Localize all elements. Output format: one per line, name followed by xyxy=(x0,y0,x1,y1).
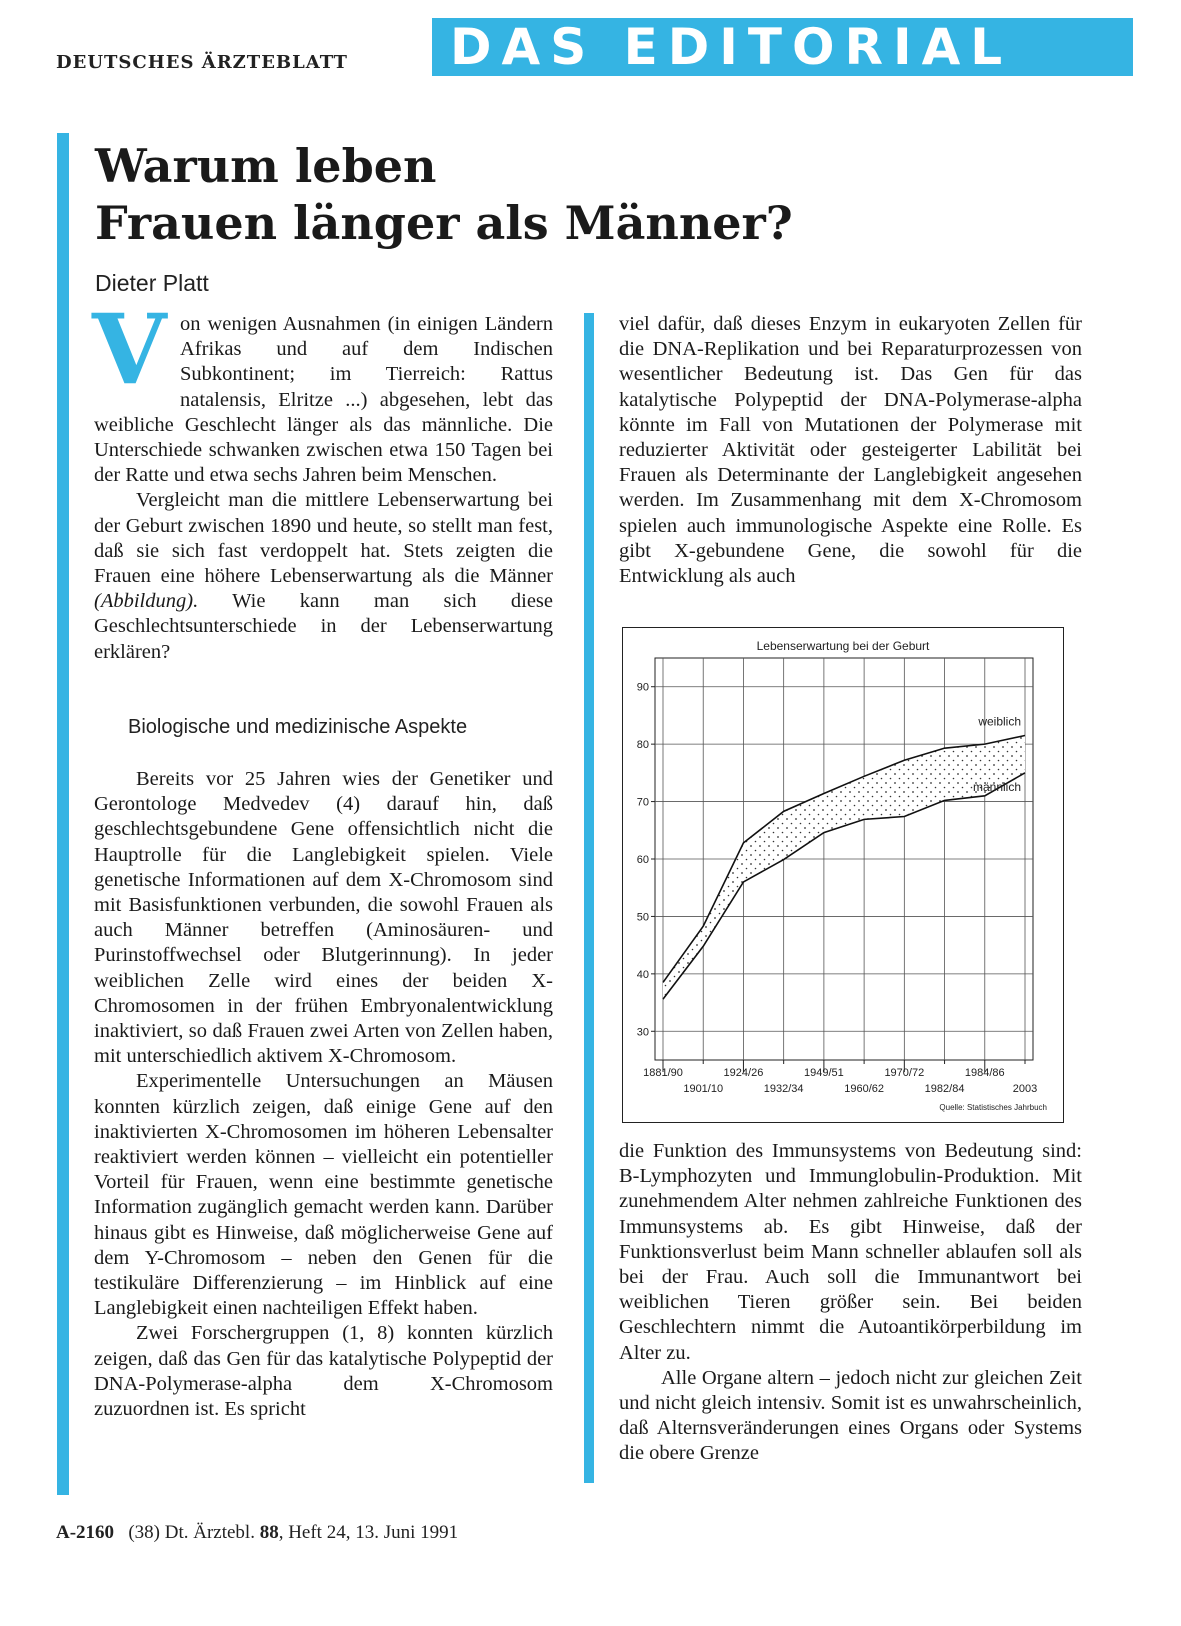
y-tick-label: 80 xyxy=(636,739,649,752)
body-paragraph-3: Zwei Forschergruppen (1, 8) konnten kürzlich zeigen, daß das Gen für das katalytische Polypeptid der DNA-Polymerase-alpha dem X-Chromosom zuzuordnen ist. Es spricht xyxy=(94,1322,553,1421)
x-tick-label: 2003 xyxy=(1012,1083,1038,1095)
chart-title: Lebenserwartung bei der Geburt xyxy=(756,639,930,653)
x-tick-label: 1949/51 xyxy=(804,1067,844,1079)
band-dotted-fill xyxy=(663,736,1025,1000)
series-label-weiblich: weiblich xyxy=(978,714,1021,729)
column-divider-bar xyxy=(584,313,594,1483)
x-tick-label: 1960/62 xyxy=(844,1083,884,1095)
x-tick-label: 1970/72 xyxy=(884,1067,925,1079)
x-tick-label: 1984/86 xyxy=(964,1067,1005,1079)
body-paragraph-2: Experimentelle Untersuchungen an Mäusen konnten kürzlich zeigen, daß einige Gene auf den inaktivierten X-Chromosomen im höheren Lebensalter reaktiviert werden können – vielleicht ein potentieller Vorteil für Frauen, wenn eine bestimmte genetische Information zugänglich gemacht werden kann. Darüber hinaus gibt es Hinweise, daß möglicherweise Gene auf dem Y-Chromosom – neben den Genen für die testikuläre Differenzierung – im Hinblick auf eine Langlebigkeit einen nachteiligen Effekt haben. xyxy=(94,1070,553,1320)
x-tick-label: 1982/84 xyxy=(924,1083,965,1095)
issue-info-a: (38) Dt. Ärztebl. xyxy=(128,1522,260,1543)
page-number: A-2160 xyxy=(56,1522,115,1543)
figure-reference: (Abbildung). xyxy=(94,590,199,613)
title-line-2: Frauen länger als Männer? xyxy=(95,196,793,250)
right-paragraph-continued: viel dafür, daß dieses Enzym in eukaryoten Zellen für die DNA-Replikation und bei Reparaturprozessen von wesentlicher Bedeutung ist. Das Gen für das katalytische Polypeptid der DNA-Polymerase-alpha könnte im Fall von Mutationen der Polymerase mit reduzierter Aktivität oder gesteigerter Labilität bei Frauen als Determinante der Langlebigkeit angesehen werden. Im Zusammenhang mit dem X-Chromosom spielen auch immunologische Aspekte eine Rolle. Es gibt X-gebundene Gene, die sowohl für die Entwicklung als auch xyxy=(619,313,1082,588)
author-name: Dieter Platt xyxy=(95,270,209,296)
volume-number: 88 xyxy=(259,1522,279,1543)
right-paragraph-2: Alle Organe altern – jedoch nicht zur gleichen Zeit und nicht gleich intensiv. Somit ist es unwahrscheinlich, daß Alternsveränderungen eines Organs oder Systems die obere Grenze xyxy=(619,1366,1082,1465)
intro-paragraph-2: Vergleicht man die mittlere Lebenserwartung bei der Geburt zwischen 1890 und heute, so stellt man fest, daß sie sich fast verdoppelt hat. Stets zeigten die Frauen eine höhere Lebenserwartung als die Männer (Abbildung). Wie kann man sich diese Geschlechtsunterschiede in der Lebenserwartung erklären? xyxy=(94,489,553,663)
left-column-intro xyxy=(92,293,553,665)
body-paragraph-1: Bereits vor 25 Jahren wies der Genetiker und Gerontologe Medvedev (4) darauf hin, daß geschlechtsgebundene Gene offensichtlich nicht die Hauptrolle für die Langlebigkeit spielen. Viele genetische Informationen auf dem X-Chromosom sind mit Basisfunktionen verbunden, die sowohl Frauen als auch Männer betreffen (Aminosäuren- und Purinstoffwechsel oder Blutgerinnung). In jeder weiblichen Zelle wird eines der beiden X-Chromosomen in der frühen Embryonalentwicklung inaktiviert, so daß Frauen zwei Arten von Zellen haben, mit unterschiedlich aktivem X-Chromosom. xyxy=(94,768,553,1068)
section-banner xyxy=(432,18,1133,76)
y-tick-label: 60 xyxy=(636,854,649,866)
left-column-body xyxy=(94,767,553,1422)
x-tick-label: 1901/10 xyxy=(683,1083,724,1095)
title-accent-bar xyxy=(57,133,69,1495)
intro-paragraph-1: on wenigen Ausnahmen (in einigen Ländern Afrikas und auf dem Indischen Subkontinent; im Tierreich: Rattus natalensis, Elritze ...) abgesehen, lebt das weibliche Geschlecht länger als das männliche. Die Unterschiede schwanken zwischen etwa 150 Tagen bei der Ratte und etwa sechs Jahren beim Menschen. xyxy=(94,313,553,487)
life-expectancy-chart xyxy=(622,627,1064,1123)
page-footer xyxy=(56,1522,458,1544)
y-tick-label: 90 xyxy=(636,681,649,694)
subheading: Biologische und medizinische Aspekte xyxy=(128,716,468,738)
y-tick-label: 70 xyxy=(636,796,649,809)
drop-cap: V xyxy=(92,293,167,406)
journal-name: DEUTSCHES ÄRZTEBLATT xyxy=(56,52,348,73)
y-tick-label: 40 xyxy=(636,968,649,981)
series-label-maennlich: männlich xyxy=(972,779,1021,794)
section-label: DAS EDITORIAL xyxy=(450,18,1013,76)
right-paragraph-1: die Funktion des Immunsystems von Bedeutung sind: B-Lymphozyten und Immunglobulin-Produktion. Mit zunehmendem Alter nehmen zahlreiche Funktionen des Immunsystems ab. Es gibt Hinweise, daß der Funktionsverlust beim Mann schneller ablaufen soll als bei der Frau. Auch soll die Immunantwort bei weiblichen Tieren größer sein. Bei beiden Geschlechtern nimmt die Autoantikörperbildung im Alter zu. xyxy=(619,1140,1082,1364)
right-column-top xyxy=(619,312,1082,589)
y-tick-label: 50 xyxy=(636,911,649,924)
right-column-bottom xyxy=(619,1139,1082,1467)
chart-svg xyxy=(623,628,1063,1122)
issue-info-b: , Heft 24, 13. Juni 1991 xyxy=(278,1522,459,1543)
x-tick-label: 1924/26 xyxy=(723,1067,764,1079)
title-line-1: Warum leben xyxy=(95,139,437,193)
article-title xyxy=(95,138,793,252)
chart-source: Quelle: Statistisches Jahrbuch xyxy=(939,1103,1047,1112)
x-tick-label: 1932/34 xyxy=(763,1083,804,1095)
x-tick-label: 1881/90 xyxy=(643,1067,683,1079)
y-tick-label: 30 xyxy=(636,1026,649,1039)
